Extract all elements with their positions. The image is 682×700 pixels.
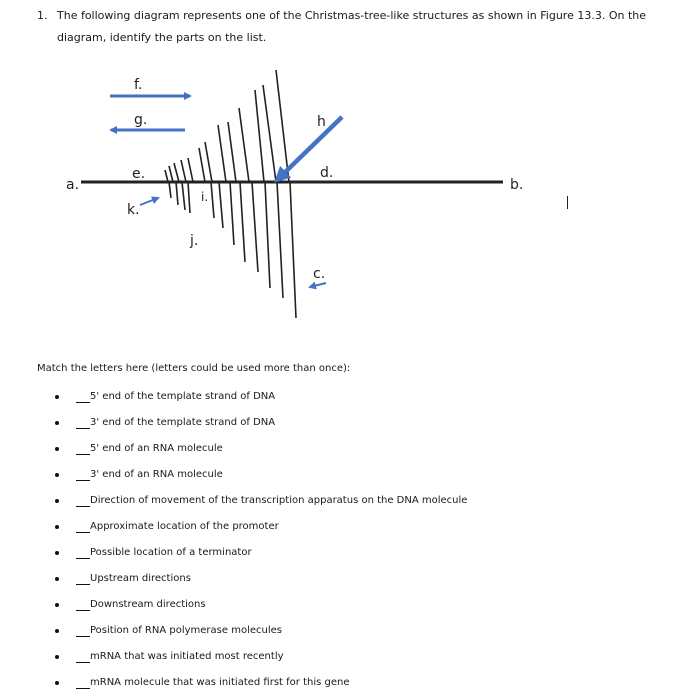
- answer-blank[interactable]: [76, 428, 90, 429]
- lower-rna-transcripts: [169, 182, 296, 318]
- upper-rna-transcripts: [165, 70, 289, 182]
- label-i: i.: [201, 190, 209, 204]
- bullet-icon: [55, 655, 59, 659]
- label-c: c.: [313, 266, 326, 282]
- label-k: k.: [127, 202, 140, 218]
- bullet-icon: [55, 499, 59, 503]
- bullet-icon: [55, 473, 59, 477]
- arrow-k: [140, 198, 158, 205]
- bullet-icon: [55, 421, 59, 425]
- match-heading: Match the letters here (letters could be used more than once):: [37, 363, 351, 374]
- arrow-c: [310, 283, 326, 287]
- label-g: g.: [134, 112, 148, 128]
- bullet-icon: [55, 681, 59, 685]
- answer-blank[interactable]: [76, 662, 90, 663]
- answer-blank[interactable]: [76, 584, 90, 585]
- answer-blank[interactable]: [76, 532, 90, 533]
- label-e: e.: [132, 166, 146, 182]
- label-a: a.: [66, 177, 80, 193]
- answer-blank[interactable]: [76, 506, 90, 507]
- answer-blank[interactable]: [76, 610, 90, 611]
- label-d: d.: [320, 165, 334, 181]
- bullet-icon: [55, 551, 59, 555]
- answer-blank[interactable]: [76, 558, 90, 559]
- bullet-icon: [55, 525, 59, 529]
- bullet-icon: [55, 629, 59, 633]
- answer-blank[interactable]: [76, 454, 90, 455]
- text-cursor: [567, 196, 568, 209]
- question-number: 1.: [37, 9, 48, 22]
- label-f: f.: [134, 77, 143, 93]
- answer-blank[interactable]: [76, 480, 90, 481]
- label-b: b.: [510, 177, 524, 193]
- label-j: j.: [190, 233, 199, 249]
- answer-blank[interactable]: [76, 636, 90, 637]
- bullet-icon: [55, 395, 59, 399]
- bullet-icon: [55, 447, 59, 451]
- bullet-icon: [55, 577, 59, 581]
- answer-blank[interactable]: [76, 688, 90, 689]
- answer-blank[interactable]: [76, 402, 90, 403]
- question-line-2: diagram, identify the parts on the list.: [57, 31, 267, 44]
- question-line-1: The following diagram represents one of the Christmas-tree-like structures as shown in Figure 13.3. On the: [57, 9, 647, 22]
- label-h: h: [317, 114, 326, 130]
- bullet-icon: [55, 603, 59, 607]
